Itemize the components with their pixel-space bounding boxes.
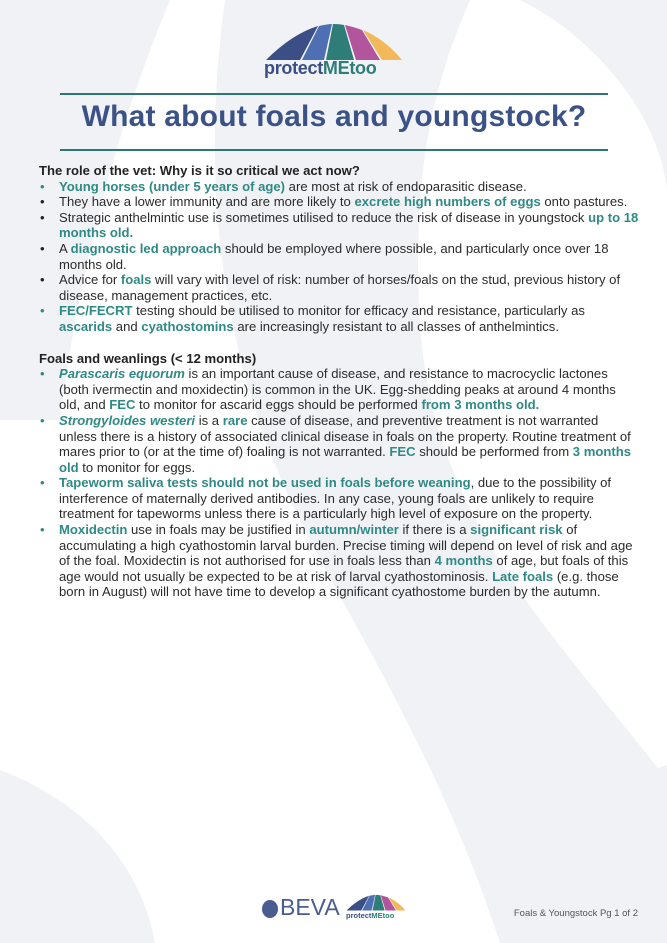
highlighted-term: Parascaris equorum	[59, 366, 185, 382]
highlighted-term: FEC	[109, 397, 136, 413]
highlighted-term: rare	[222, 412, 248, 428]
highlighted-term: up to 18 months old.	[59, 209, 639, 241]
highlighted-term: FEC/FECRT	[59, 303, 133, 319]
highlighted-term: ascarids	[59, 318, 113, 334]
list-item	[39, 241, 639, 272]
body-text: onto pastures.	[540, 194, 628, 210]
body-text: use in foals may be justified in	[127, 522, 310, 538]
body-text: They have a lower immunity and are more likely to	[59, 194, 355, 210]
highlighted-term: Young horses (under 5 years of age)	[59, 178, 286, 194]
list-item	[39, 210, 639, 241]
highlighted-term: cyathostomins	[141, 318, 234, 334]
bullet-icon: •	[40, 366, 45, 382]
highlighted-term: Moxidectin	[59, 522, 128, 538]
body-text: testing should be utilised to monitor for efficacy and resistance, particularly as	[132, 303, 585, 319]
body-text: to monitor for ascarid eggs should be performed	[135, 397, 422, 413]
bullet-icon: •	[40, 240, 45, 256]
highlighted-term: autumn/winter	[309, 522, 399, 538]
highlighted-term: foals	[120, 272, 152, 288]
highlighted-term: Late foals	[492, 568, 554, 584]
list-item	[39, 413, 639, 475]
bullet-icon: •	[40, 475, 45, 491]
bullet-icon: •	[40, 178, 45, 194]
body-text: will vary with level of risk: number of horses/foals on the stud, previous history of disease, management practices, etc.	[59, 272, 621, 303]
title-rule-bottom	[60, 149, 608, 151]
bullet-icon: •	[40, 412, 45, 428]
body-text: of age, but foals of this age would not usually be expected to be at risk of larval cyathostominosis.	[59, 553, 629, 584]
section-heading-foals-weanlings: Foals and weanlings (< 12 months)	[39, 350, 257, 366]
highlighted-term: 3 months old	[59, 444, 631, 475]
body-text: are most at risk of endoparasitic disease.	[285, 178, 527, 194]
list-item	[39, 272, 639, 303]
body-text: to monitor for eggs.	[78, 459, 196, 475]
section-heading-role-of-vet: The role of the vet: Why is it so critical we act now?	[39, 163, 360, 178]
body-text: , due to the possibility of interference of maternally derived antibodies. In any case, young foals are unlikely to require treatment for tapeworms unless there is a particularly high level of exposure on the property.	[59, 475, 612, 522]
body-text: should be employed where possible, and particularly once over 18 months old.	[59, 240, 609, 272]
main-content	[39, 163, 639, 600]
page-number-note: Foals & Youngstock Pg 1 of 2	[513, 908, 638, 919]
body-text: should be performed from	[415, 444, 573, 460]
body-text: A	[59, 240, 71, 256]
list-item	[39, 194, 639, 210]
role-of-vet-list	[39, 179, 639, 335]
body-text: cause of disease, and preventive treatment is not warranted unless there is a history of associated clinical disease in foals on the property. Routine treatment of mares prior to (or at the time of) foaling is not warranted.	[59, 412, 631, 460]
body-text: Strategic anthelmintic use is sometimes utilised to reduce the risk of disease in youngstock	[59, 209, 589, 225]
beva-logo-text: BEVA	[280, 894, 340, 920]
highlighted-term: 4 months	[434, 553, 493, 569]
list-item	[39, 522, 639, 600]
body-text: and	[112, 318, 142, 334]
page-title: What about foals and youngstock?	[81, 100, 587, 133]
beva-horse-head-icon	[262, 900, 278, 918]
list-item	[39, 366, 639, 413]
bullet-icon: •	[40, 194, 45, 210]
bullet-icon: •	[40, 522, 45, 538]
body-text: Advice for	[59, 272, 121, 288]
list-item	[39, 475, 639, 522]
bullet-icon: •	[40, 303, 45, 319]
title-rule-top	[60, 93, 608, 95]
list-item	[39, 179, 639, 195]
highlighted-term: from 3 months old.	[421, 397, 540, 413]
foals-weanlings-list	[39, 366, 639, 600]
highlighted-term: Tapeworm saliva tests should not be used in foals before weaning	[59, 475, 471, 491]
protectmetoo-wordmark: protectMEtoo	[264, 58, 377, 78]
footer-protectmetoo-wordmark: protectMEtoo	[346, 911, 395, 920]
body-text: of accumulating a high cyathostomin larval burden. Precise timing will depend on level of risk and age of the foal. Moxidectin is not authorised for use in foals less than	[59, 522, 633, 569]
highlighted-term: Strongyloides westeri	[59, 412, 196, 428]
body-text: are increasingly resistant to all classes of anthelmintics.	[233, 318, 559, 334]
highlighted-term: significant risk	[470, 522, 563, 538]
highlighted-term: excrete high numbers of eggs	[354, 194, 541, 210]
body-text: is a	[195, 412, 223, 428]
bullet-icon: •	[40, 209, 45, 225]
list-item	[39, 303, 639, 334]
body-text: if there is a	[398, 522, 471, 538]
highlighted-term: FEC	[389, 444, 416, 460]
highlighted-term: diagnostic led approach	[70, 240, 222, 256]
body-text: is an important cause of disease, and resistance to macrocyclic lactones (both ivermectin and moxidectin) is common in the UK. Egg-shedding peaks at around 4 months old, and	[59, 366, 616, 413]
body-text: (e.g. those born in August) will not have time to develop a significant cyathostome burden by the autumn.	[59, 568, 619, 600]
bullet-icon: •	[40, 272, 45, 288]
